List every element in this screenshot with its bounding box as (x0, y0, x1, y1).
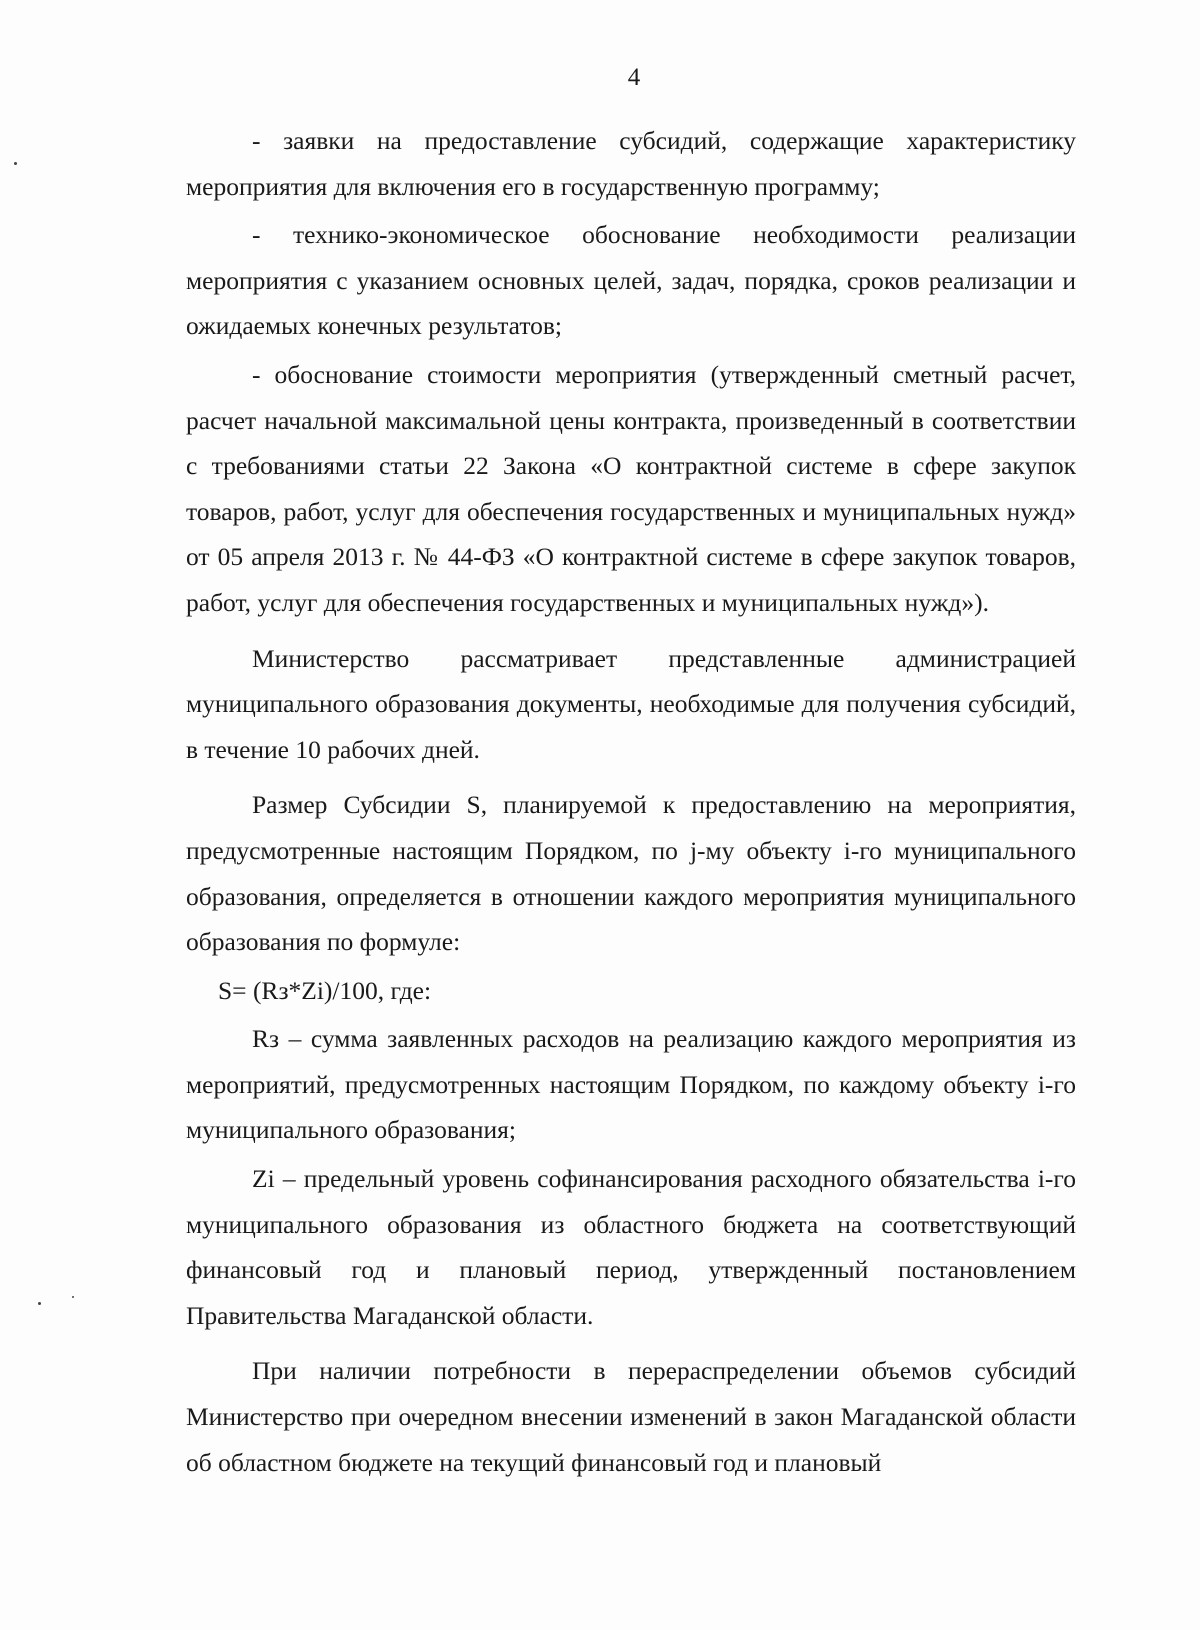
paragraph-feasibility-item: - технико-экономическое обоснование необходимости реализации мероприятия с указанием основных целей, задач, порядка, сроков реализации и ожидаемых конечных результатов; (186, 220, 1076, 341)
document-body (186, 118, 1076, 1485)
definition-rz: Rз – сумма заявленных расходов на реализацию каждого мероприятия из мероприятий, предусмотренных настоящим Порядком, по каждому объекту i-го муниципального образования; (186, 1024, 1076, 1145)
paragraph-subsidy-size: Размер Субсидии S, планируемой к предоставлению на мероприятия, предусмотренные настоящим Порядком, по j-му объекту i-го муниципального образования, определяется в отношении каждого мероприятия муниципального образования по формуле: (186, 790, 1076, 957)
paragraph-application-item: - заявки на предоставление субсидий, содержащие характеристику мероприятия для включения его в государственную программу; (186, 126, 1076, 201)
paragraph-cost-item: - обоснование стоимости мероприятия (утвержденный сметный расчет, расчет начальной максимальной цены контракта, произведенный в соответствии с требованиями статьи 22 Закона «О контрактной системе в сфере закупок товаров, работ, услуг для обеспечения государственных и муниципальных нужд» от 05 апреля 2013 г. № 44-ФЗ «О контрактной системе в сфере закупок товаров, работ, услуг для обеспечения государственных и муниципальных нужд»). (186, 359, 1076, 617)
paragraph-redistribution: При наличии потребности в перераспределении объемов субсидий Министерство при очередном внесении изменений в закон Магаданской области об областном бюджете на текущий финансовый год и плановый (186, 1356, 1076, 1477)
subsidy-formula: S= (Rз*Zi)/100, где: (218, 975, 432, 1005)
scan-speck (14, 162, 17, 165)
scan-speck (38, 1302, 41, 1305)
paragraph-ministry-review: Министерство рассматривает представленные администрацией муниципального образования документы, необходимые для получения субсидий, в течение 10 рабочих дней. (186, 643, 1076, 764)
definition-zi: Zi – предельный уровень софинансирования расходного обязательства i-го муниципального образования из областного бюджета на соответствующий финансовый год и плановый период, утвержденный постановлением Правительства Магаданской области. (186, 1164, 1076, 1330)
scan-speck (72, 1296, 74, 1298)
page-number: 4 (627, 64, 641, 91)
